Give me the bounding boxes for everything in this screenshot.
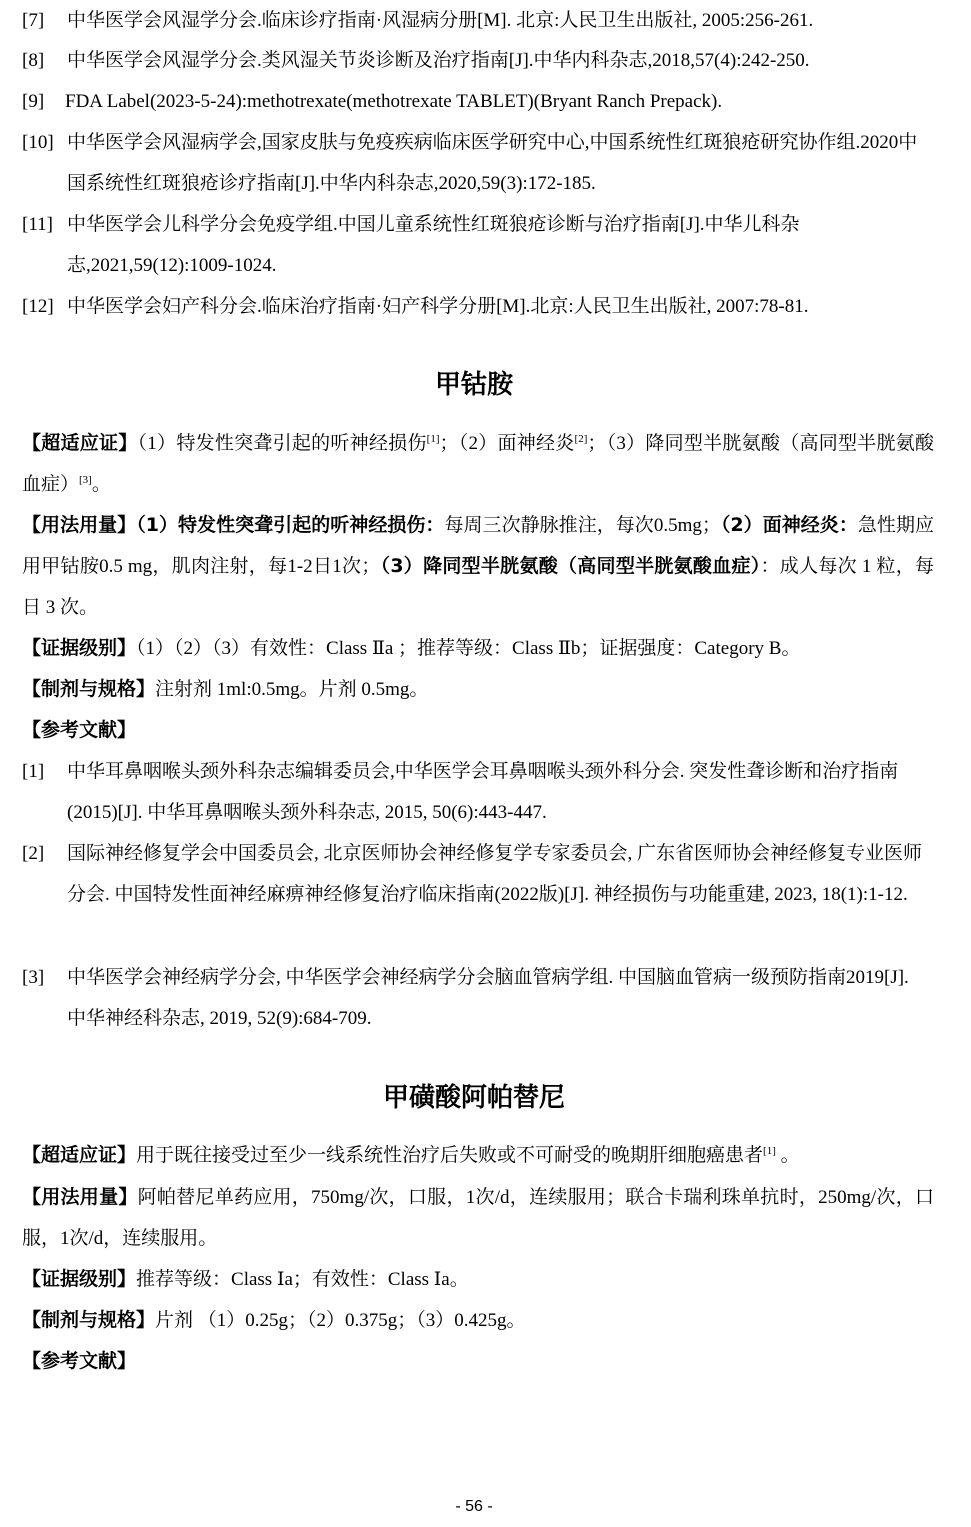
citation-marker: [3]: [79, 474, 92, 486]
indication-paragraph: [22, 423, 934, 505]
usage-text: 阿帕替尼单药应用，750mg/次，口服，1次/d，连续服用；联合卡瑞利珠单抗时，250mg/次，口服，1次/d，连续服用。: [22, 1187, 934, 1249]
usage-subheading: （2）面神经炎：: [720, 514, 858, 536]
reference-item: [22, 40, 932, 81]
reference-text: 中华耳鼻咽喉头颈外科杂志编辑委员会,中华医学会耳鼻咽喉头颈外科分会. 突发性聋诊断和治疗指南(2015)[J]. 中华耳鼻咽喉头颈外科杂志, 2015, 50(6):443-447.: [67, 761, 899, 823]
reference-text: 中华医学会风湿学分会.类风湿关节炎诊断及治疗指南[J].中华内科杂志,2018,57(4):242-250.: [67, 50, 810, 71]
indication-text: ；（3）降同型半胱氨酸（高同型半胱氨酸血症）: [22, 433, 934, 495]
reference-item: [22, 122, 932, 204]
spec-tag: 【制剂与规格】: [22, 678, 156, 700]
usage-subheading: （3）降同型半胱氨酸（高同型半胱氨酸血症）: [380, 555, 761, 577]
spec-tag: 【制剂与规格】: [22, 1309, 156, 1331]
indication-text: 。: [91, 474, 111, 495]
citation-marker: [2]: [574, 433, 588, 445]
spec-paragraph: [22, 669, 934, 710]
indication-text: （1）特发性突聋引起的听神经损伤: [137, 433, 427, 454]
reference-number: [3]: [22, 967, 45, 988]
reference-number: [12]: [22, 296, 54, 317]
usage-tag: 【用法用量】: [22, 1186, 138, 1208]
reference-number: [8]: [22, 50, 45, 71]
indication-text: 。: [775, 1145, 800, 1166]
usage-paragraph: [22, 1177, 934, 1259]
reference-text: 中华医学会妇产科分会.临床治疗指南·妇产科学分册[M].北京:人民卫生出版社, 2007:78-81.: [67, 296, 809, 317]
reference-item: [22, 957, 932, 1039]
reference-text: 国际神经修复学会中国委员会, 北京医师协会神经修复学专家委员会, 广东省医师协会神经修复专业医师分会. 中国特发性面神经麻痹神经修复治疗临床指南(2022版)[J]. 神经损伤与功能重建, 2023, 18(1):1-12.: [67, 843, 923, 905]
reference-item: [22, 81, 932, 122]
references-tag: 【参考文献】: [22, 719, 137, 741]
reference-item: [22, 833, 932, 915]
evidence-paragraph: [22, 628, 934, 669]
reference-number: [11]: [22, 214, 53, 235]
reference-item: [22, 204, 932, 286]
reference-item: [22, 286, 932, 327]
usage-text: 每周三次静脉推注，每次0.5mg；: [444, 515, 721, 536]
evidence-tag: 【证据级别】: [22, 1268, 137, 1290]
spec-text: 注射剂 1ml:0.5mg。片剂 0.5mg。: [155, 679, 429, 700]
references-heading: [22, 1341, 934, 1382]
reference-number: [2]: [22, 843, 45, 864]
reference-number: [1]: [22, 761, 45, 782]
spec-paragraph: [22, 1300, 934, 1341]
indication-text: ；（2）面神经炎: [439, 433, 575, 454]
reference-number: [7]: [22, 10, 45, 31]
usage-paragraph: [22, 505, 934, 628]
indication-tag: 【超适应证】: [22, 1144, 137, 1166]
page-number: - 56 -: [455, 1498, 493, 1515]
spec-text: 片剂 （1）0.25g；（2）0.375g；（3）0.425g。: [155, 1310, 526, 1331]
indication-text: 用于既往接受过至少一线系统性治疗后失败或不可耐受的晚期肝细胞癌患者: [136, 1145, 764, 1166]
drug-title: 甲钴胺: [434, 370, 513, 400]
reference-number: [10]: [22, 132, 54, 153]
indication-tag: 【超适应证】: [22, 432, 138, 454]
evidence-tag: 【证据级别】: [22, 637, 137, 659]
evidence-text: （1）（2）（3）有效性：Class Ⅱa ；推荐等级：Class Ⅱb；证据强度：Category B。: [136, 638, 801, 659]
citation-marker: [1]: [763, 1145, 776, 1157]
evidence-text: 推荐等级：Class Ⅰa；有效性：Class Ⅰa。: [136, 1269, 469, 1290]
evidence-paragraph: [22, 1259, 934, 1300]
reference-text: FDA Label(2023-5-24):methotrexate(methotrexate TABLET)(Bryant Ranch Prepack).: [65, 91, 723, 112]
reference-text: 中华医学会儿科学分会免疫学组.中国儿童系统性红斑狼疮诊断与治疗指南[J].中华儿科杂志,2021,59(12):1009-1024.: [67, 214, 800, 276]
drug-title: 甲磺酸阿帕替尼: [382, 1083, 565, 1113]
usage-text: ：成人每次 1 粒，每日 3 次。: [22, 556, 934, 618]
references-tag: 【参考文献】: [22, 1350, 137, 1372]
usage-tag: 【用法用量】: [22, 514, 137, 536]
reference-text: 中华医学会神经病学分会, 中华医学会神经病学分会脑血管病学组. 中国脑血管病一级预防指南2019[J]. 中华神经科杂志, 2019, 52(9):684-709.: [67, 967, 909, 1029]
reference-item: [22, 0, 932, 41]
usage-subheading: （1）特发性突聋引起的听神经损伤：: [136, 514, 445, 536]
reference-number: [9]: [22, 91, 45, 112]
indication-paragraph: [22, 1135, 934, 1176]
reference-text: 中华医学会风湿病学会,国家皮肤与免疫疾病临床医学研究中心,中国系统性红斑狼疮研究协作组.2020中国系统性红斑狼疮诊疗指南[J].中华内科杂志,2020,59(3):172-185.: [67, 132, 918, 194]
usage-text: 急性期应用甲钴胺0.5 mg，肌肉注射，每1-2日1次；: [22, 515, 934, 577]
references-heading: [22, 710, 934, 751]
reference-text: 中华医学会风湿学分会.临床诊疗指南·风湿病分册[M]. 北京:人民卫生出版社, 2005:256-261.: [67, 10, 814, 31]
citation-marker: [1]: [426, 433, 440, 445]
reference-item: [22, 751, 932, 833]
